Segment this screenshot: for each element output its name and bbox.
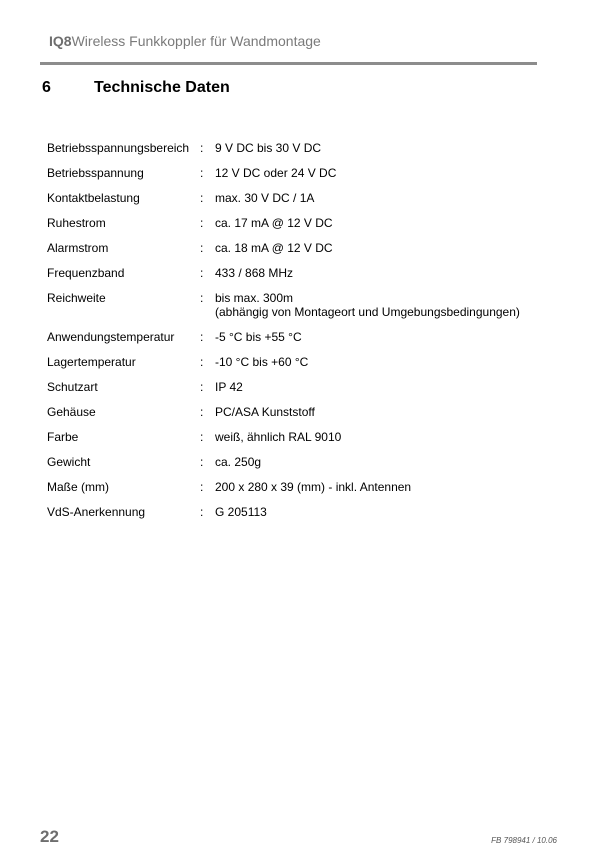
- spec-separator: :: [200, 241, 204, 255]
- spec-row: [47, 505, 567, 519]
- spec-separator: :: [200, 291, 204, 305]
- spec-label: Schutzart: [47, 380, 98, 394]
- spec-value: [215, 241, 567, 255]
- spec-label: Anwendungstemperatur: [47, 330, 175, 344]
- spec-value-line: bis max. 300m: [215, 291, 294, 305]
- spec-row: [47, 241, 567, 255]
- spec-row: [47, 380, 567, 394]
- spec-separator: :: [200, 330, 204, 344]
- spec-value-line: weiß, ähnlich RAL 9010: [215, 430, 342, 444]
- header-divider: [40, 62, 537, 65]
- spec-separator: :: [200, 430, 204, 444]
- spec-value-line: 12 V DC oder 24 V DC: [215, 166, 337, 180]
- spec-separator: :: [200, 191, 204, 205]
- spec-value-line: -5 °C bis +55 °C: [215, 330, 302, 344]
- spec-label: Kontaktbelastung: [47, 191, 140, 205]
- page-number: 22: [40, 827, 59, 846]
- spec-row: [47, 141, 567, 155]
- spec-row: [47, 266, 567, 280]
- spec-row: [47, 291, 567, 319]
- section-title: Technische Daten: [94, 79, 230, 96]
- section-number: 6: [42, 79, 51, 96]
- spec-value: [215, 455, 567, 469]
- spec-label: Betriebsspannungsbereich: [47, 141, 190, 155]
- spec-row: [47, 191, 567, 205]
- spec-label: Gewicht: [47, 455, 91, 469]
- spec-row: [47, 480, 567, 494]
- spec-value-line: ca. 18 mA @ 12 V DC: [215, 241, 333, 255]
- header-title: Wireless Funkkoppler für Wandmontage: [71, 33, 321, 49]
- spec-separator: :: [200, 216, 204, 230]
- spec-row: [47, 216, 567, 230]
- spec-value: [215, 216, 567, 230]
- spec-table: [47, 141, 567, 530]
- spec-label: Farbe: [47, 430, 79, 444]
- spec-label: Lagertemperatur: [47, 355, 136, 369]
- spec-value: [215, 141, 567, 155]
- spec-label: Gehäuse: [47, 405, 96, 419]
- spec-value: [215, 480, 567, 494]
- spec-separator: :: [200, 455, 204, 469]
- spec-value: [215, 191, 567, 205]
- spec-row: [47, 430, 567, 444]
- spec-value: [215, 330, 567, 344]
- spec-value-line: 200 x 280 x 39 (mm) - inkl. Antennen: [215, 480, 412, 494]
- spec-separator: :: [200, 380, 204, 394]
- spec-separator: :: [200, 266, 204, 280]
- spec-value-line: (abhängig von Montageort und Umgebungsbedingungen): [215, 305, 520, 319]
- spec-value-line: 433 / 868 MHz: [215, 266, 294, 280]
- spec-separator: :: [200, 405, 204, 419]
- spec-value: [215, 430, 567, 444]
- spec-label: Reichweite: [47, 291, 106, 305]
- spec-value-line: 9 V DC bis 30 V DC: [215, 141, 322, 155]
- spec-value: [215, 405, 567, 419]
- spec-separator: :: [200, 480, 204, 494]
- spec-value-line: G 205113: [215, 505, 267, 519]
- section-heading: [42, 79, 230, 97]
- spec-label: Betriebsspannung: [47, 166, 144, 180]
- spec-value-line: max. 30 V DC / 1A: [215, 191, 315, 205]
- spec-value-line: -10 °C bis +60 °C: [215, 355, 309, 369]
- spec-value: [215, 291, 567, 319]
- spec-value: [215, 166, 567, 180]
- spec-label: VdS-Anerkennung: [47, 505, 146, 519]
- brand-name: IQ8: [49, 33, 72, 49]
- spec-value: [215, 355, 567, 369]
- spec-label: Alarmstrom: [47, 241, 109, 255]
- spec-row: [47, 355, 567, 369]
- spec-row: [47, 455, 567, 469]
- spec-label: Ruhestrom: [47, 216, 106, 230]
- page-header: [49, 33, 321, 49]
- spec-label: Frequenzband: [47, 266, 125, 280]
- spec-separator: :: [200, 355, 204, 369]
- spec-row: [47, 330, 567, 344]
- spec-value: [215, 380, 567, 394]
- spec-value-line: IP 42: [215, 380, 243, 394]
- spec-row: [47, 405, 567, 419]
- spec-value-line: PC/ASA Kunststoff: [215, 405, 315, 419]
- spec-value: [215, 266, 567, 280]
- document-code: FB 798941 / 10.06: [491, 836, 557, 845]
- spec-separator: :: [200, 505, 204, 519]
- spec-separator: :: [200, 166, 204, 180]
- spec-row: [47, 166, 567, 180]
- spec-separator: :: [200, 141, 204, 155]
- spec-value-line: ca. 250g: [215, 455, 262, 469]
- spec-value: [215, 505, 567, 519]
- spec-value-line: ca. 17 mA @ 12 V DC: [215, 216, 333, 230]
- spec-label: Maße (mm): [47, 480, 109, 494]
